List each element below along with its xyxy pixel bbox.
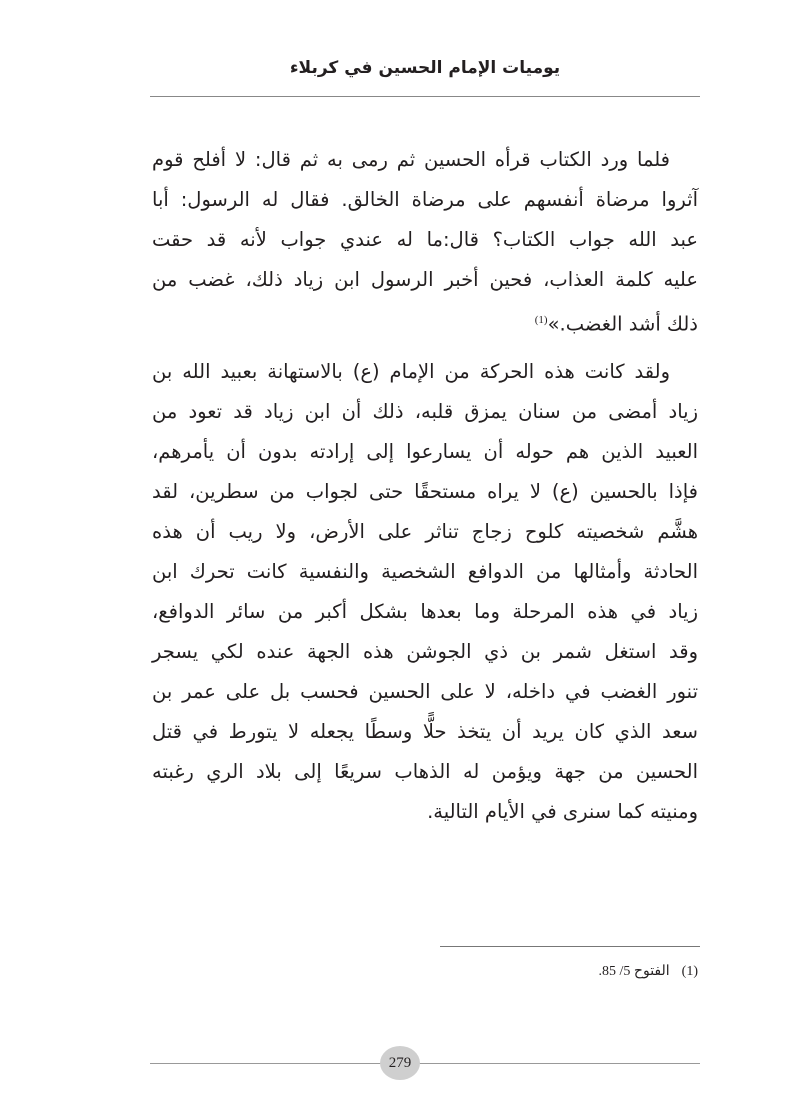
footnote-number: (1) (681, 964, 698, 979)
text-line: سعد الذي كان يريد أن يتخذ حلًّا وسطًا يجعله لا يتورط في قتل (152, 720, 698, 743)
footnote (300, 963, 698, 980)
text-line (152, 300, 698, 340)
text-line: آثروا مرضاة أنفسهم على مرضاة الخالق. فقال له الرسول: أبا (152, 188, 698, 211)
text-line: وقد استغل شمر بن ذي الجوشن هذه الجهة عنده لكي يسجر (152, 640, 698, 663)
page-number: 279 (380, 1046, 420, 1080)
text-line: زياد في هذه المرحلة وما بعدها بشكل أكبر من سائر الدوافع، (152, 600, 698, 623)
text-line: العبيد الذين هم حوله أن يسارعوا إلى إرادته بدون أن يأمرهم، (152, 440, 698, 463)
footnote-text: الفتوح 5/ 85. (598, 964, 670, 979)
footnote-divider (440, 946, 700, 947)
text-line: تنور الغضب في داخله، لا على الحسين فحسب بل على عمر بن (152, 680, 698, 703)
paragraph-1 (152, 140, 698, 340)
text-line: فلما ورد الكتاب قرأه الحسين ثم رمى به ثم قال: لا أفلح قوم (152, 148, 670, 171)
text-line: الحادثة وأمثالها من الدوافع الشخصية والنفسية كانت تحرك ابن (152, 560, 698, 583)
text-line: ومنيته كما سنرى في الأيام التالية. (427, 800, 698, 823)
text-line: عبد الله جواب الكتاب؟ قال:ما له عندي جواب لأنه قد حقت (152, 228, 698, 251)
text-line: ولقد كانت هذه الحركة من الإمام (ع) بالاستهانة بعبيد الله بن (152, 360, 670, 383)
text-line: هشَّم شخصيته كلوح زجاج تناثر على الأرض، ولا ريب أن هذه (152, 520, 698, 543)
footer-divider (150, 1063, 700, 1064)
text-line: فإذا بالحسين (ع) لا يراه مستحقًا حتى لجواب من سطرين، لقد (152, 480, 698, 503)
text-line: الحسين من جهة ويؤمن له الذهاب سريعًا إلى بلاد الري رغبته (152, 760, 698, 783)
header-divider (150, 96, 700, 97)
running-header-title: يوميات الإمام الحسين في كربلاء (289, 58, 561, 78)
paragraph-2 (152, 352, 698, 832)
text-line: عليه كلمة العذاب، فحين أخبر الرسول ابن زياد ذلك، غضب من (152, 268, 698, 291)
footnote-reference: (1) (534, 314, 548, 326)
text-line-content: ذلك أشد الغضب.» (547, 312, 698, 336)
text-line: زياد أمضى من سنان يمزق قلبه، ذلك أن ابن زياد قد تعود من (152, 400, 698, 423)
